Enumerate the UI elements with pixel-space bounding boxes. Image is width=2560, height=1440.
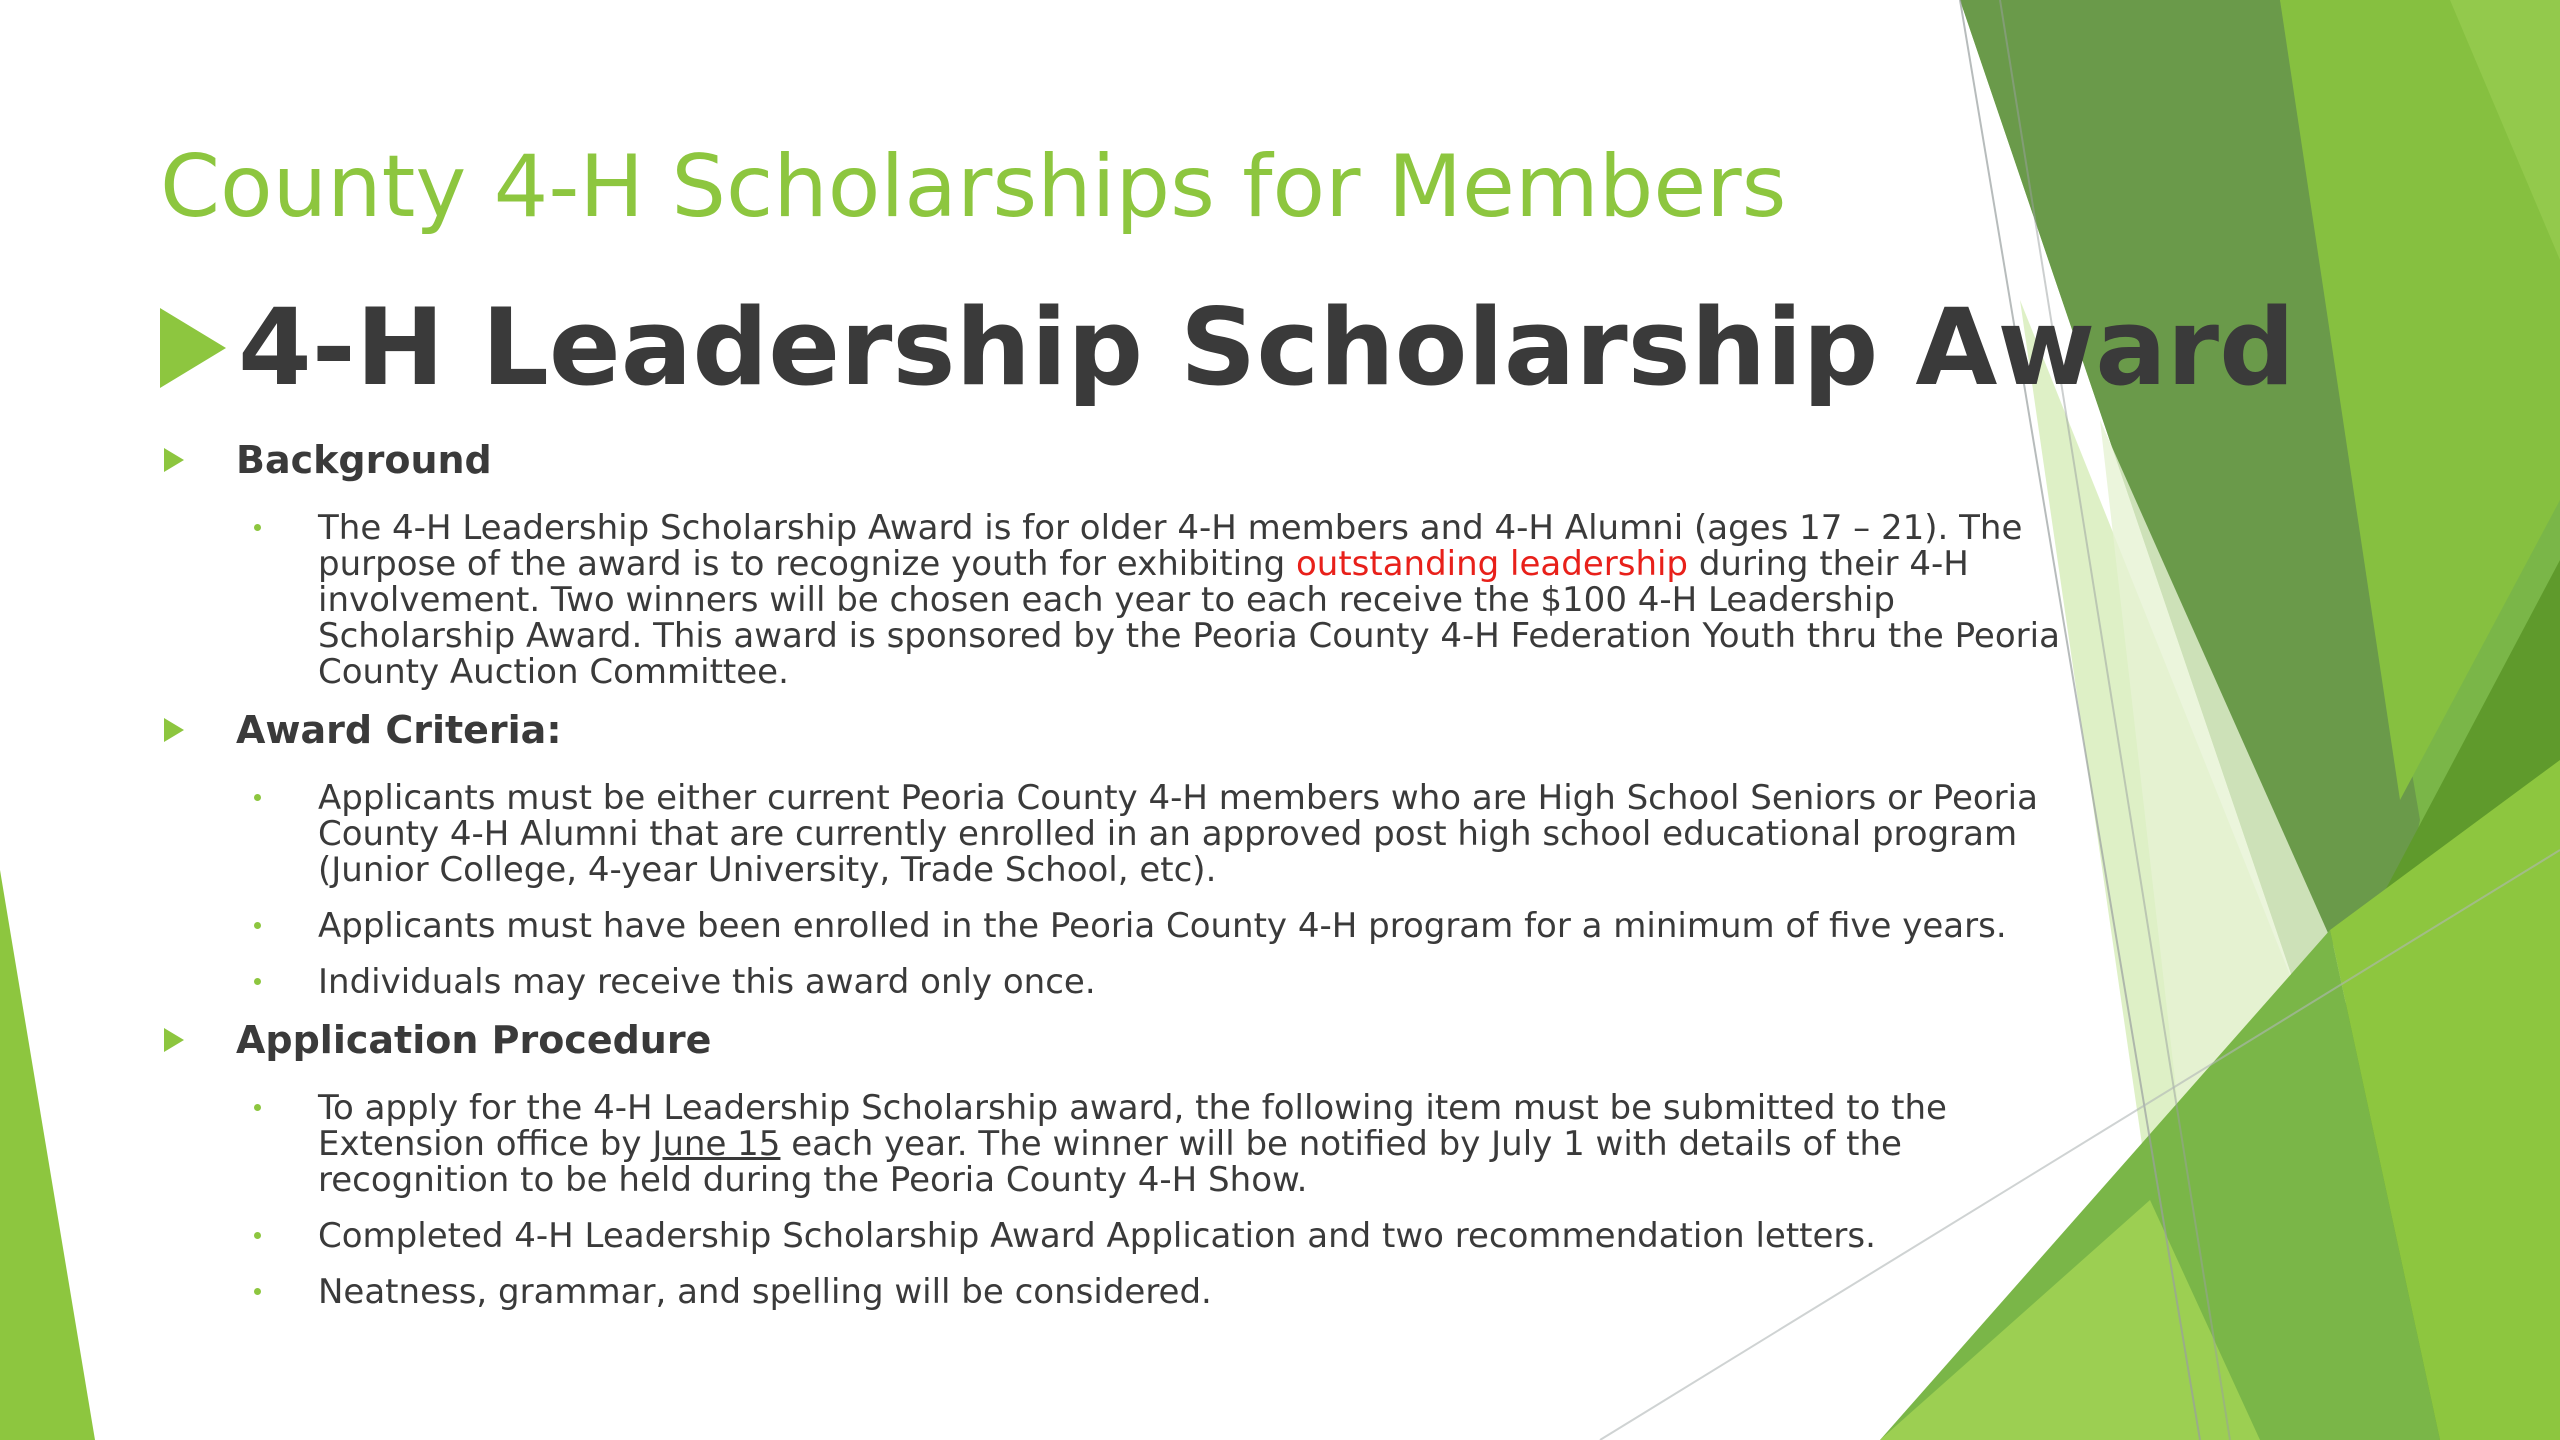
slide-content	[160, 430, 2080, 1320]
item-text: during their 4-H involvement. Two winners will be chosen each year to each receive the $100 4-H Leadership Scholarship Award. This award is sponsored by the Peoria County 4-H Federation Youth thru the Peoria County Auction Committee.	[318, 544, 2060, 692]
slide-title: County 4-H Scholarships for Members	[160, 137, 1787, 237]
item-text: Completed 4-H Leadership Scholarship Award Application and two recommendation letters.	[318, 1216, 1876, 1256]
section-header	[160, 700, 2080, 760]
highlighted-text: outstanding leadership	[1295, 544, 1689, 584]
section-header	[160, 1010, 2080, 1070]
item-text: Applicants must be either current Peoria County 4-H members who are High School Seniors or Peoria County 4-H Alumni that are currently enrolled in an approved post high school educational program (Junior College, 4-year University, Trade School, etc).	[318, 778, 2038, 890]
bullet-dot-icon	[254, 794, 261, 801]
slide-heading	[160, 286, 2295, 409]
list-item	[160, 780, 2080, 888]
section-label: Background	[236, 438, 492, 482]
list-item	[160, 1274, 2080, 1310]
list-item	[160, 510, 2080, 690]
list-item	[160, 964, 2080, 1000]
bullet-arrow-icon	[164, 718, 184, 742]
bullet-list	[160, 1090, 2080, 1310]
bullet-list	[160, 780, 2080, 1000]
section-label: Award Criteria:	[236, 708, 562, 752]
bullet-arrow-icon	[164, 448, 184, 472]
item-text: The 4-H Leadership Scholarship Award is for older 4-H members and 4-H Alumni (ages 17 – 21). The purpose of the award is to recognize youth for exhibiting	[318, 508, 2023, 584]
item-text: To apply for the 4-H Leadership Scholarship award, the following item must be submitted to the Extension office by	[318, 1088, 1947, 1164]
bullet-dot-icon	[254, 524, 261, 531]
section-header	[160, 430, 2080, 490]
list-item	[160, 1218, 2080, 1254]
underlined-date: June 15	[652, 1124, 781, 1164]
item-text: Individuals may receive this award only once.	[318, 962, 1096, 1002]
section-background	[160, 430, 2080, 690]
list-item	[160, 1090, 2080, 1198]
item-text: Applicants must have been enrolled in the Peoria County 4-H program for a minimum of five years.	[318, 906, 2007, 946]
section-award-criteria	[160, 700, 2080, 1000]
list-item	[160, 908, 2080, 944]
bullet-dot-icon	[254, 1288, 261, 1295]
item-text: each year. The winner will be notified by July 1 with details of the recognition to be held during the Peoria County 4-H Show.	[318, 1124, 1902, 1200]
heading-text: 4-H Leadership Scholarship Award	[238, 286, 2295, 409]
bullet-arrow-icon	[164, 1028, 184, 1052]
bullet-list	[160, 510, 2080, 690]
bullet-dot-icon	[254, 978, 261, 985]
heading-arrow-icon	[160, 308, 226, 388]
section-label: Application Procedure	[236, 1018, 712, 1062]
section-application-procedure	[160, 1010, 2080, 1310]
bullet-dot-icon	[254, 1232, 261, 1239]
item-text: Neatness, grammar, and spelling will be considered.	[318, 1272, 1212, 1312]
bullet-dot-icon	[254, 1104, 261, 1111]
bullet-dot-icon	[254, 922, 261, 929]
